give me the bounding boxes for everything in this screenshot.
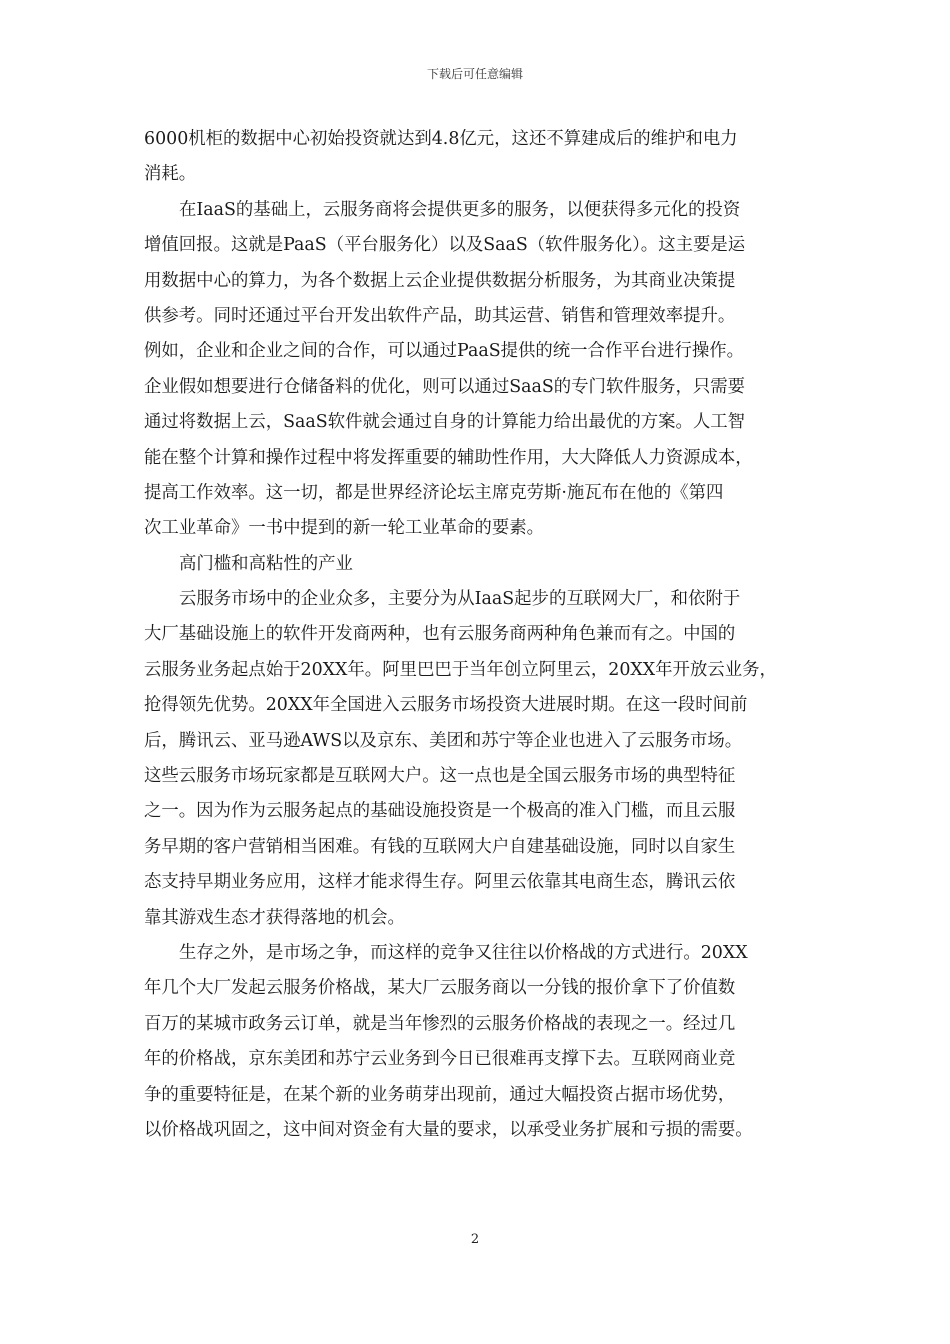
text-line: 6000机柜的数据中心初始投资就达到4.8亿元，这还不算建成后的维护和电力 [144, 129, 738, 149]
text-line: 抢得领先优势。20XX年全国进入云服务市场投资大进展时期。在这一段时间前 [144, 695, 748, 716]
text-line: 年几个大厂发起云服务价格战，某大厂云服务商以一分钱的报价拿下了价值数 [144, 978, 736, 999]
text-line: 用数据中心的算力，为各个数据上云企业提供数据分析服务，为其商业决策提 [144, 270, 736, 291]
text-line: 靠其游戏生态才获得落地的机会。 [144, 907, 405, 928]
text-line: 态支持早期业务应用，这样才能求得生存。阿里云依靠其电商生态，腾讯云依 [144, 872, 736, 893]
text-line: 百万的某城市政务云订单，就是当年惨烈的云服务价格战的表现之一。经过几 [144, 1013, 736, 1034]
text-line: 消耗。 [144, 164, 197, 185]
text-line: 提高工作效率。这一切，都是世界经济论坛主席克劳斯·施瓦布在他的《第四 [144, 482, 724, 503]
text-line: 这些云服务市场玩家都是互联网大户。这一点也是全国云服务市场的典型特征 [144, 766, 736, 787]
text-line: 通过将数据上云，SaaS软件就会通过自身的计算能力给出最优的方案。人工智 [144, 412, 746, 433]
document-body [144, 122, 824, 1148]
paragraph-start-line: 在IaaS的基础上，云服务商将会提供更多的服务，以便获得多元化的投资 [179, 199, 741, 220]
text-line: 云服务业务起点始于20XX年。阿里巴巴于当年创立阿里云，20XX年开放云业务， [144, 659, 777, 680]
section-heading: 高门槛和高粘性的产业 [179, 553, 353, 574]
text-line: 次工业革命》一书中提到的新一轮工业革命的要素。 [144, 518, 544, 539]
text-line: 能在整个计算和操作过程中将发挥重要的辅助性作用，大大降低人力资源成本， [144, 447, 753, 468]
text-line: 以价格战巩固之，这中间对资金有大量的要求，以承受业务扩展和亏损的需要。 [144, 1119, 753, 1140]
text-line: 企业假如想要进行仓储备料的优化，则可以通过SaaS的专门软件服务，只需要 [144, 376, 746, 397]
paragraph-start-line: 生存之外，是市场之争，而这样的竞争又往往以价格战的方式进行。20XX [179, 942, 748, 963]
page-header: 下载后可任意编辑 [426, 67, 523, 81]
text-line: 争的重要特征是，在某个新的业务萌芽出现前，通过大幅投资占据市场优势， [144, 1084, 736, 1105]
text-line: 供参考。同时还通过平台开发出软件产品，助其运营、销售和管理效率提升。 [144, 305, 736, 326]
text-line: 例如，企业和企业之间的合作，可以通过PaaS提供的统一合作平台进行操作。 [144, 341, 745, 362]
text-line: 之一。因为作为云服务起点的基础设施投资是一个极高的准入门槛，而且云服 [144, 801, 736, 822]
text-line: 大厂基础设施上的软件开发商两种，也有云服务商两种角色兼而有之。中国的 [144, 624, 736, 645]
text-line: 增值回报。这就是PaaS（平台服务化）以及SaaS（软件服务化）。这主要是运 [144, 235, 746, 256]
text-line: 后，腾讯云、亚马逊AWS以及京东、美团和苏宁等企业也进入了云服务市场。 [144, 730, 743, 751]
page-number: 2 [470, 1232, 480, 1247]
text-line: 务早期的客户营销相当困难。有钱的互联网大户自建基础设施，同时以自家生 [144, 836, 736, 857]
paragraph-start-line: 云服务市场中的企业众多，主要分为从IaaS起步的互联网大厂，和依附于 [179, 589, 741, 610]
text-line: 年的价格战，京东美团和苏宁云业务到今日已很难再支撑下去。互联网商业竞 [144, 1049, 736, 1070]
